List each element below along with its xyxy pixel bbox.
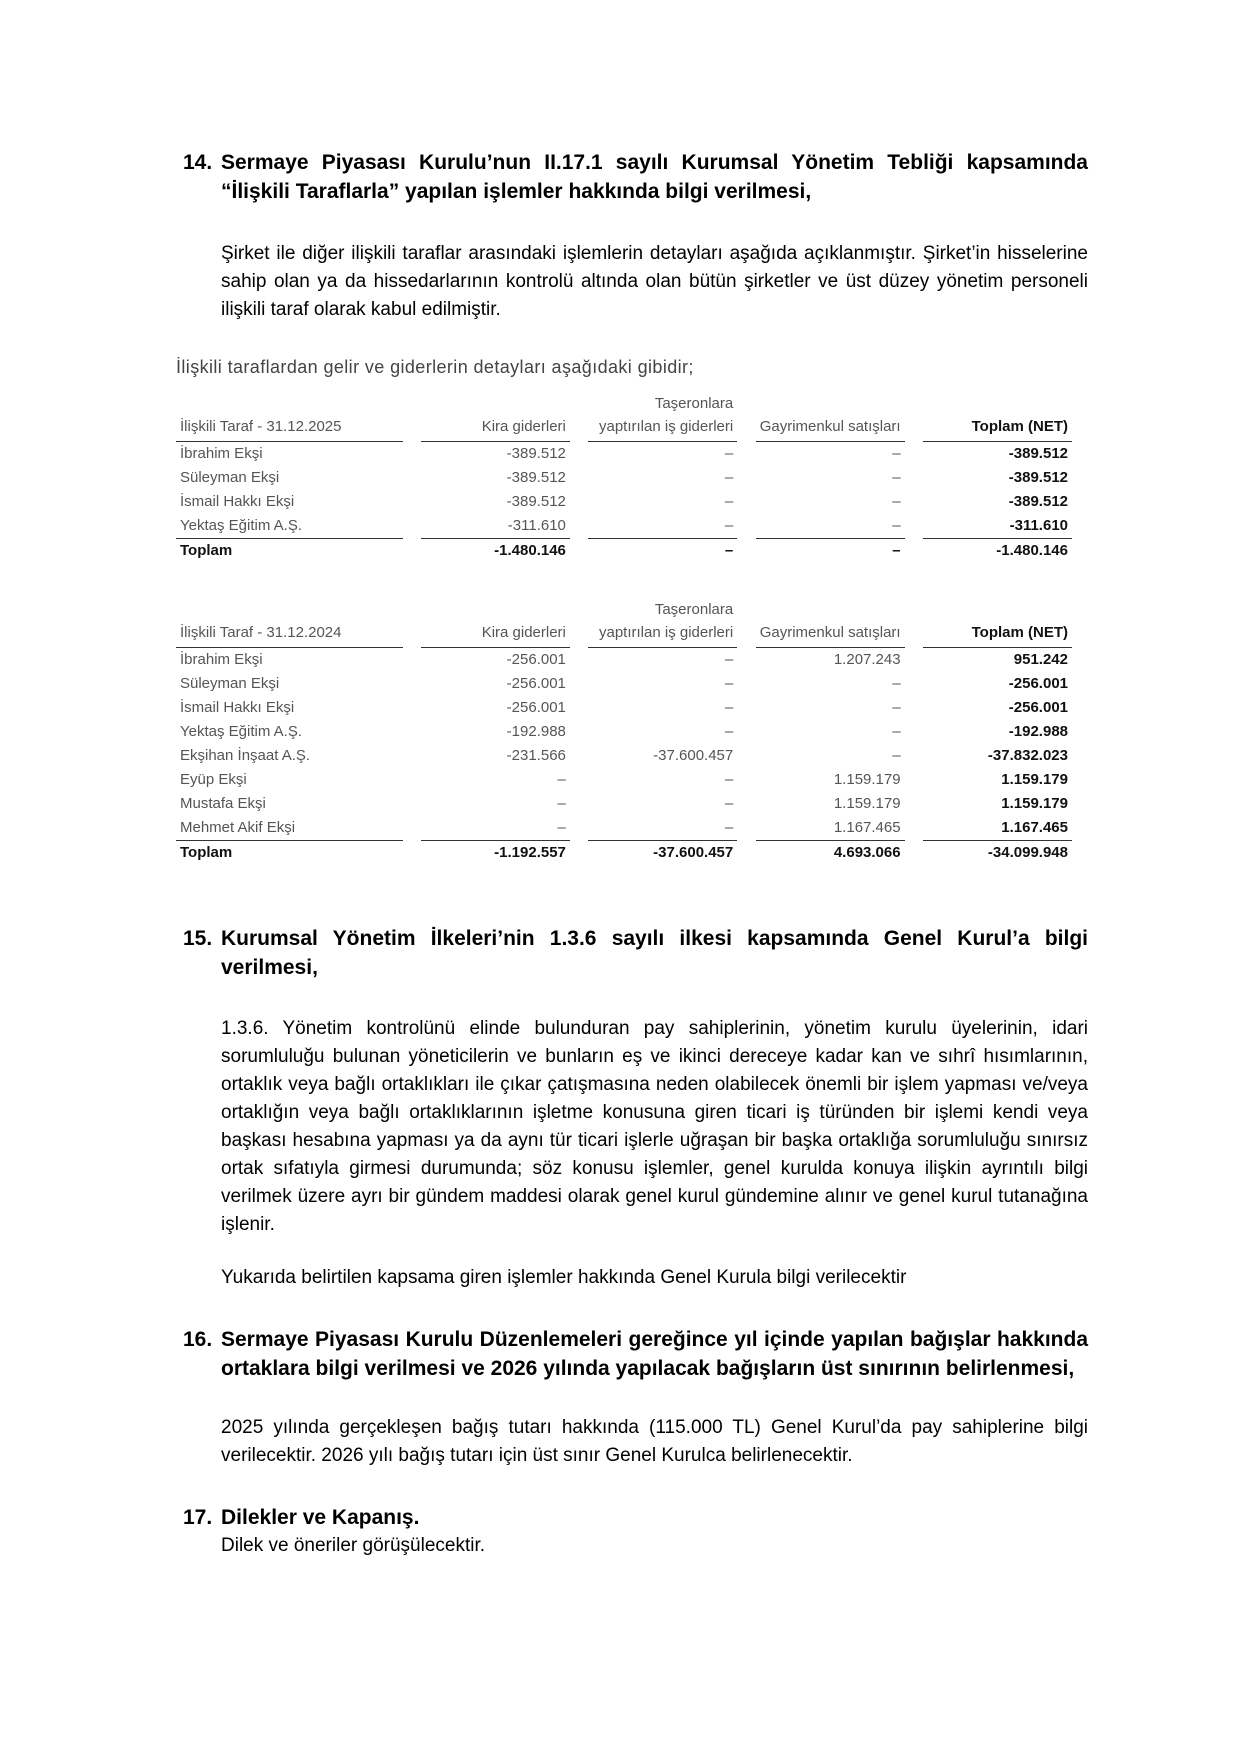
section-15-paragraph-2: Yukarıda belirtilen kapsama giren işlemler hakkında Genel Kurula bilgi verilecektir [221, 1267, 907, 1288]
value-cell: -256.001 [506, 675, 566, 692]
value-cell: -389.512 [506, 493, 566, 510]
value-cell: 1.159.179 [833, 771, 901, 788]
party-name-cell: İsmail Hakkı Ekşi [180, 699, 295, 716]
value-cell: 951.242 [1013, 651, 1068, 668]
value-cell: -389.512 [1008, 445, 1068, 462]
value-cell: – [724, 469, 734, 486]
table-row [176, 720, 1072, 744]
section-15-paragraph-1: 1.3.6. Yönetim kontrolünü elinde bulunduran pay sahiplerinin, yönetim kurulu üyelerinin, idari sorumluluğu bulunan yöneticilerin ve bunların eş ve ikinci dereceye kadar kan ve sıhrî hısımlarının, ortaklık veya bağlı ortaklıkları ile çıkar çatışmasına neden olabilecek önemli bir işlem yapması ve/veya ortaklığın veya bağlı ortaklıklarının işletme konusuna giren ticari iş türünden bir işlemi kendi veya başkası hesabına yapması ya da aynı tür ticari işlerle uğraşan bir başka ortaklığa sorumluluğu sınırsız ortak sıfatıyla girmesi durumunda; söz konusu işlemler, genel kurulda konuya ilişkin ayrıntılı bilgi verilmek üzere ayrı bir gündem maddesi olarak genel kurul gündemine alınır ve genel kurul tutanağına işlenir. [221, 1018, 1088, 1235]
table-row [176, 672, 1072, 696]
value-cell: -389.512 [506, 469, 566, 486]
section-17-heading [183, 1503, 1088, 1532]
value-cell: -311.610 [1009, 517, 1068, 534]
col-header-total: Toplam (NET) [923, 392, 1072, 442]
value-cell: 1.159.179 [1001, 771, 1068, 788]
section-14-heading [183, 148, 1088, 206]
section-number: 17. [183, 1506, 213, 1529]
value-cell: -192.988 [506, 723, 566, 740]
value-cell: -256.001 [1008, 699, 1068, 716]
value-cell: – [724, 771, 734, 788]
value-cell: – [724, 445, 734, 462]
value-cell: -34.099.948 [923, 840, 1072, 865]
value-cell: – [756, 538, 905, 563]
value-cell: -256.001 [506, 651, 566, 668]
value-cell: -256.001 [1008, 675, 1068, 692]
party-name-cell: Eyüp Ekşi [180, 771, 247, 788]
table-row [176, 466, 1072, 490]
table-row [176, 816, 1072, 840]
table-row [176, 442, 1072, 466]
col-header-subcontract: Taşeronlara yaptırılan iş giderleri [588, 598, 737, 648]
table-row [176, 648, 1072, 672]
section-15-heading [183, 924, 1088, 982]
section-number: 14. [183, 151, 213, 174]
value-cell: -389.512 [1008, 493, 1068, 510]
value-cell: – [892, 699, 901, 716]
value-cell: – [724, 517, 734, 534]
value-cell: -1.480.146 [421, 538, 570, 563]
section-16-paragraph: 2025 yılında gerçekleşen bağış tutarı hakkında (115.000 TL) Genel Kurul’da pay sahiplerine bilgi verilecektir. 2026 yılı bağış tutarı için üst sınır Genel Kurulca belirlenecektir. [221, 1417, 1088, 1466]
value-cell: 1.159.179 [833, 795, 901, 812]
table-row [176, 490, 1072, 514]
section-16-heading [183, 1325, 1088, 1383]
value-cell: -1.480.146 [923, 538, 1072, 563]
value-cell: -37.832.023 [987, 747, 1068, 764]
col-header-realestate: Gayrimenkul satışları [756, 598, 905, 648]
party-name-cell: Toplam [176, 840, 403, 865]
value-cell: 4.693.066 [756, 840, 905, 865]
value-cell: – [724, 493, 734, 510]
party-name-cell: Mustafa Ekşi [180, 795, 266, 812]
party-name-cell: Süleyman Ekşi [180, 469, 280, 486]
party-name-cell: İbrahim Ekşi [180, 445, 263, 462]
table-row [176, 792, 1072, 816]
table-row [176, 696, 1072, 720]
value-cell: -311.610 [507, 517, 566, 534]
col-header-realestate: Gayrimenkul satışları [756, 392, 905, 442]
section-number: 15. [183, 927, 213, 950]
party-name-cell: İsmail Hakkı Ekşi [180, 493, 295, 510]
value-cell: 1.167.465 [833, 819, 901, 836]
table-header-row [176, 598, 1072, 648]
value-cell: – [557, 771, 566, 788]
value-cell: – [588, 538, 737, 563]
party-name-cell: İbrahim Ekşi [180, 651, 263, 668]
value-cell: -389.512 [1008, 469, 1068, 486]
party-name-cell: Süleyman Ekşi [180, 675, 280, 692]
section-title: Sermaye Piyasası Kurulu’nun II.17.1 sayılı Kurumsal Yönetim Tebliği kapsamında “İlişkili Taraflarla” yapılan işlemler hakkında bilgi verilmesi, [221, 151, 1088, 203]
section-title: Kurumsal Yönetim İlkeleri’nin 1.3.6 sayılı ilkesi kapsamında Genel Kurul’a bilgi verilmesi, [221, 927, 1088, 979]
col-header-subcontract: Taşeronlara yaptırılan iş giderleri [588, 392, 737, 442]
party-name-cell: Toplam [176, 538, 403, 563]
section-title: Sermaye Piyasası Kurulu Düzenlemeleri gereğince yıl içinde yapılan bağışlar hakkında ortaklara bilgi verilmesi ve 2026 yılında yapılacak bağışların üst sınırının belirlenmesi, [221, 1328, 1088, 1380]
col-header-rent: Kira giderleri [421, 598, 570, 648]
value-cell: 1.207.243 [833, 651, 901, 668]
section-14-paragraph: Şirket ile diğer ilişkili taraflar arasındaki işlemlerin detayları aşağıda açıklanmıştır. Şirket’in hisselerine sahip olan ya da hissedarlarının kontrolü altında olan bütün şirketler ve üst düzey yönetim personeli ilişkili taraf olarak kabul edilmiştir. [221, 243, 1088, 320]
table-row [176, 744, 1072, 768]
section-title: Dilekler ve Kapanış. [221, 1506, 420, 1529]
table-row [176, 768, 1072, 792]
value-cell: 1.167.465 [1001, 819, 1068, 836]
value-cell: -1.192.557 [421, 840, 570, 865]
related-party-table-2025 [176, 392, 1072, 563]
value-cell: 1.159.179 [1001, 795, 1068, 812]
value-cell: – [724, 723, 734, 740]
value-cell: – [892, 747, 901, 764]
col-header-party: İlişkili Taraf - 31.12.2024 [176, 598, 403, 648]
party-name-cell: Yektaş Eğitim A.Ş. [180, 723, 303, 740]
value-cell: – [724, 651, 734, 668]
table-caption: İlişkili taraflardan gelir ve giderlerin detayları aşağıdaki gibidir; [176, 357, 694, 377]
value-cell: -389.512 [506, 445, 566, 462]
value-cell: – [892, 493, 901, 510]
col-header-total: Toplam (NET) [923, 598, 1072, 648]
value-cell: – [892, 445, 901, 462]
value-cell: – [892, 469, 901, 486]
value-cell: – [724, 795, 734, 812]
col-header-party: İlişkili Taraf - 31.12.2025 [176, 392, 403, 442]
value-cell: -256.001 [506, 699, 566, 716]
value-cell: – [557, 819, 566, 836]
value-cell: -192.988 [1008, 723, 1068, 740]
party-name-cell: Ekşihan İnşaat A.Ş. [180, 747, 311, 764]
party-name-cell: Yektaş Eğitim A.Ş. [180, 517, 303, 534]
value-cell: – [724, 819, 734, 836]
section-number: 16. [183, 1328, 213, 1351]
value-cell: – [892, 517, 901, 534]
value-cell: – [892, 675, 901, 692]
section-17-paragraph: Dilek ve öneriler görüşülecektir. [221, 1535, 486, 1556]
table-total-row [176, 538, 1072, 563]
party-name-cell: Mehmet Akif Ekşi [180, 819, 296, 836]
table-total-row [176, 840, 1072, 865]
table-header-row [176, 392, 1072, 442]
value-cell: -37.600.457 [653, 747, 734, 764]
table-row [176, 514, 1072, 538]
related-party-table-2024 [176, 598, 1072, 865]
value-cell: – [724, 699, 734, 716]
value-cell: – [892, 723, 901, 740]
value-cell: – [557, 795, 566, 812]
value-cell: -37.600.457 [588, 840, 737, 865]
value-cell: -231.566 [506, 747, 566, 764]
col-header-rent: Kira giderleri [421, 392, 570, 442]
value-cell: – [724, 675, 734, 692]
